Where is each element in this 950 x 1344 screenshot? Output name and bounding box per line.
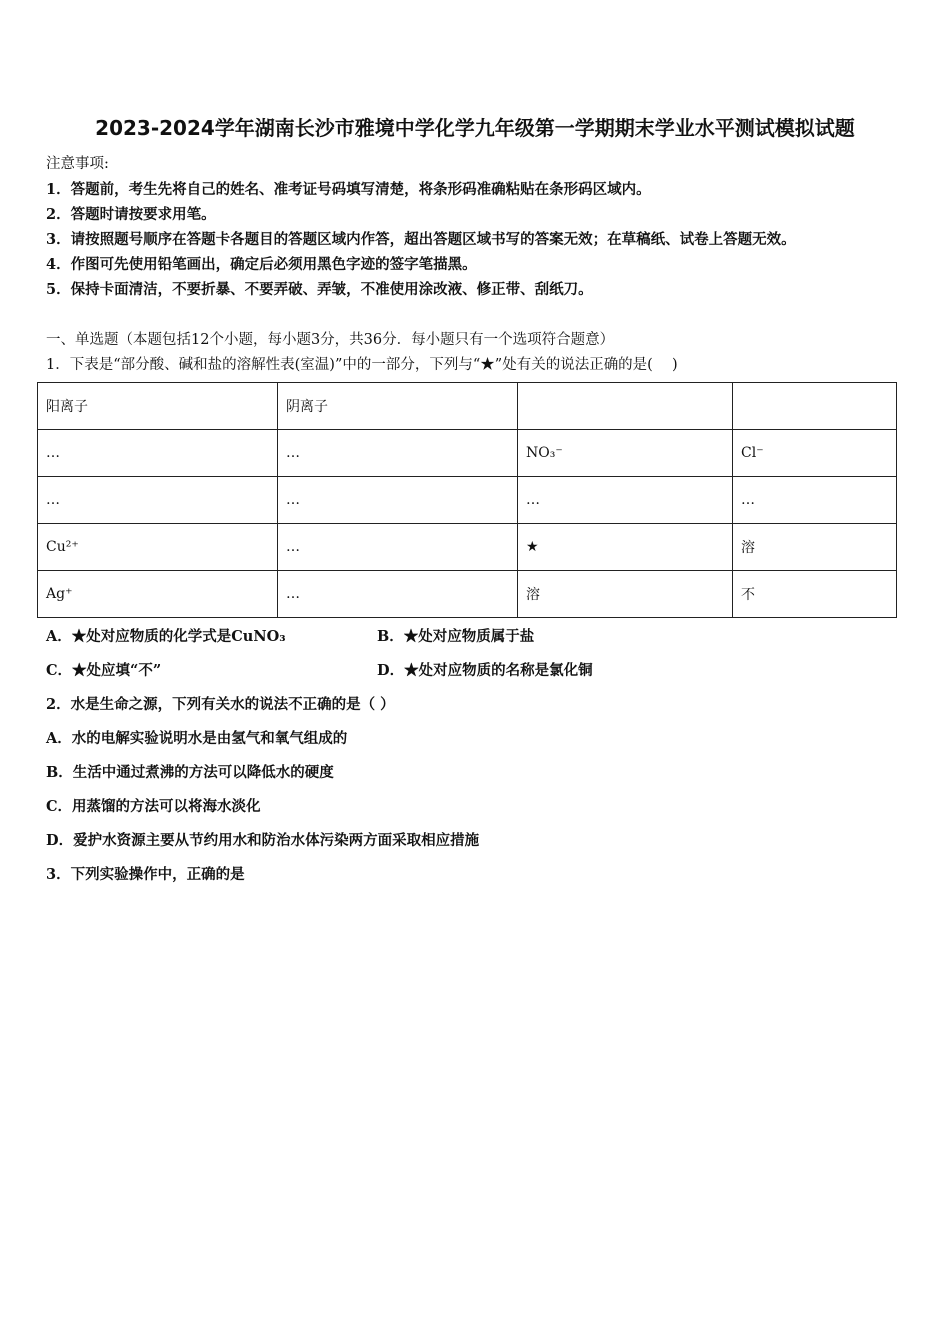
table-cell: Cl⁻ xyxy=(733,430,897,477)
q2-option-a: A．水的电解实验说明水是由氢气和氧气组成的 xyxy=(46,730,348,747)
section-heading: 一、单选题（本题包括12个小题，每小题3分，共36分．每小题只有一个选项符合题意） xyxy=(46,332,615,348)
question-2-stem: 2．水是生命之源，下列有关水的说法不正确的是（ ） xyxy=(46,696,395,713)
q1-option-d: D．★处对应物质的名称是氯化铜 xyxy=(377,662,593,679)
q2-option-b: B．生活中通过煮沸的方法可以降低水的硬度 xyxy=(46,764,334,781)
table-cell: 阴离子 xyxy=(278,383,518,430)
table-cell xyxy=(733,383,897,430)
q1-option-c: C．★处应填“不” xyxy=(46,662,162,679)
note-item: 1．答题前，考生先将自己的姓名、准考证号码填写清楚，将条形码准确粘贴在条形码区域内。 xyxy=(46,181,651,198)
note-item: 2．答题时请按要求用笔。 xyxy=(46,206,216,223)
table-cell: Cu²⁺ xyxy=(38,524,278,571)
table-cell: Ag⁺ xyxy=(38,571,278,618)
table-cell: 溶 xyxy=(733,524,897,571)
table-cell: … xyxy=(518,477,733,524)
table-cell: … xyxy=(278,524,518,571)
table-cell: … xyxy=(733,477,897,524)
table-cell: … xyxy=(38,477,278,524)
table-cell: … xyxy=(278,571,518,618)
note-item: 3．请按照题号顺序在答题卡各题目的答题区域内作答，超出答题区域书写的答案无效；在草稿纸、试卷上答题无效。 xyxy=(46,231,796,248)
table-row xyxy=(38,571,897,618)
q1-option-b: B．★处对应物质属于盐 xyxy=(377,628,535,645)
q1-option-a: A．★处对应物质的化学式是CuNO₃ xyxy=(46,628,286,645)
table-cell xyxy=(518,383,733,430)
table-cell: … xyxy=(38,430,278,477)
table-cell: NO₃⁻ xyxy=(518,430,733,477)
table-cell: 溶 xyxy=(518,571,733,618)
solubility-table xyxy=(37,382,897,618)
table-cell: … xyxy=(278,430,518,477)
table-cell: ★ xyxy=(518,524,733,571)
table-header-row xyxy=(38,383,897,430)
q2-option-d: D．爱护水资源主要从节约用水和防治水体污染两方面采取相应措施 xyxy=(46,832,480,849)
table-cell: 阳离子 xyxy=(38,383,278,430)
notes-heading: 注意事项: xyxy=(46,156,109,172)
table-cell: 不 xyxy=(733,571,897,618)
q2-option-c: C．用蒸馏的方法可以将海水淡化 xyxy=(46,798,261,815)
table-row xyxy=(38,524,897,571)
table-cell: … xyxy=(278,477,518,524)
question-1-stem: 1．下表是“部分酸、碱和盐的溶解性表(室温)”中的一部分，下列与“★”处有关的说法正确的是( ) xyxy=(46,357,678,373)
question-3-stem: 3．下列实验操作中，正确的是 xyxy=(46,866,245,883)
table-row xyxy=(38,477,897,524)
table-row xyxy=(38,430,897,477)
note-item: 4．作图可先使用铅笔画出，确定后必须用黑色字迹的签字笔描黑。 xyxy=(46,256,477,273)
note-item: 5．保持卡面清洁，不要折暴、不要弄破、弄皱，不准使用涂改液、修正带、刮纸刀。 xyxy=(46,281,593,298)
page-title: 2023-2024学年湖南长沙市雅境中学化学九年级第一学期期末学业水平测试模拟试题 xyxy=(95,116,855,140)
